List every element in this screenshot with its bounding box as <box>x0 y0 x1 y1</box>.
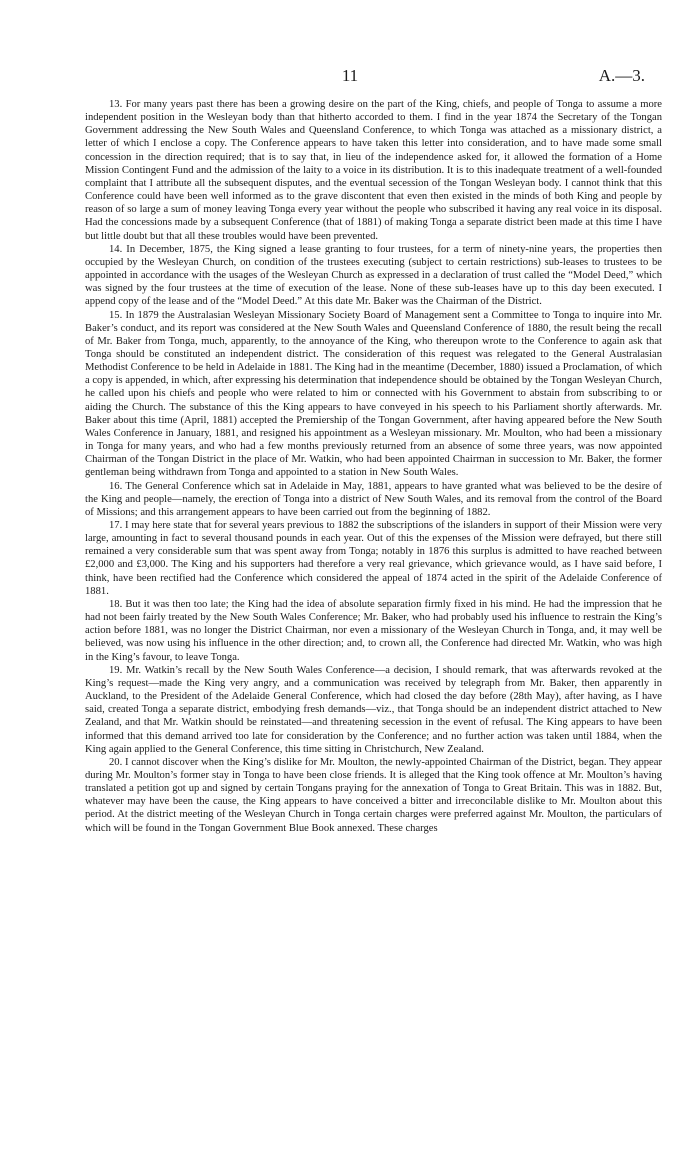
paragraph-16: 16. The General Conference which sat in Adelaide in May, 1881, appears to have granted what was believed to be the desire of the King and people—namely, the erection of Tonga into a district of New South Wales, and its removal from the control of the Board of Missions; and this arrangement appears to have been carried out from the beginning of 1882. <box>85 480 662 518</box>
paragraph-18: 18. But it was then too late; the King had the idea of absolute separation firmly fixed in his mind. He had the impression that he had not been fairly treated by the New South Wales Conference; Mr. Baker, who had probably used his influence to restrain the King’s action before 1881, was no longer the District Chairman, nor even a missionary of the Wesleyan Church in Tonga, and, it may well be believed, was now using his influence in the other direction; and, to crown all, the Conference had directed Mr. Watkin, who was high in the King’s favour, to leave Tonga. <box>85 598 662 663</box>
paragraph-17: 17. I may here state that for several years previous to 1882 the subscriptions of the islanders in support of their Mission were very large, amounting in fact to several thousand pounds in each year. Out of this the expenses of the Mission were defrayed, but there still remained a very considerable sum that was spent away from Tonga; notably in 1876 this surplus is admitted to have reached between £2,000 and £3,000. The King and his supporters had therefore a very real grievance, which grievance would, as I have said before, I think, have been rectified had the Conference which considered the appeal of 1874 acted in the spirit of the Adelaide Conference of 1881. <box>85 520 662 597</box>
paragraph-14: 14. In December, 1875, the King signed a lease granting to four trustees, for a term of ninety-nine years, the properties then occupied by the Wesleyan Church, on condition of the trustees executing (subject to certain restrictions) sub-leases to trustees to be appointed in accordance with the usages of the Wesleyan Church as expressed in a declaration of trust called the “Model Deed,” which was signed by the four trustees at the time of execution of the lease. None of these sub-leases have up to this day been executed. I append copy of the lease and of the “Model Deed.” At this date Mr. Baker was the Chairman of the District. <box>85 243 662 308</box>
page-number: 11 <box>341 66 359 85</box>
paragraph-19: 19. Mr. Watkin’s recall by the New South Wales Conference—a decision, I should remark, that was afterwards revoked at the King’s request—made the King very angry, and a communication was received by telegraph from Mr. Baker, then apparently in Auckland, to the President of the Adelaide General Conference, which had closed the day before (28th May), after having, as I have said, created Tonga a separate district, embodying fresh demands—viz., that Tonga should be an independent district attached to New Zealand, and that Mr. Watkin should be reinstated—and threatening secession in the event of refusal. The King appears to have been informed that this demand arrived too late for consideration by the Conference; and no further action was taken until 1884, when the King again applied to the General Conference, this time sitting in Christchurch, New Zealand. <box>85 664 662 755</box>
paragraph-15: 15. In 1879 the Australasian Wesleyan Missionary Society Board of Management sent a Committee to Tonga to inquire into Mr. Baker’s conduct, and its report was considered at the New South Wales and Queensland Conference of 1880, the result being the recall of Mr. Baker from Tonga, much, apparently, to the annoyance of the King, who thereupon wrote to the Conference to again ask that Tonga should be constituted an independent district. The consideration of this request was relegated to the General Australasian Methodist Conference to be held in Adelaide in 1881. The King had in the meantime (December, 1880) issued a Proclamation, of which a copy is appended, in which, after expressing his determination that independence should be obtained by the Tongan Wesleyan Church, he called upon his chiefs and people who were related to him or connected with his Government to abstain from subscribing to or aiding the Church. The substance of this the King appears to have conveyed in his speech to his Parliament shortly afterwards. Mr. Baker about this time (April, 1881) accepted the Premiership of the Tongan Government, after having appeared before the New South Wales Conference in January, 1881, and resigned his appointment as a Wesleyan missionary. Mr. Moulton, who had been a missionary in Tonga for many years, and who had a few months previously returned from an absence of some three years, was now appointed Chairman of the Tongan District in the place of Mr. Watkin, who had been appointed Chairman in succession to Mr. Baker, the former gentleman being withdrawn from Tonga and appointed to a station in New South Wales. <box>85 309 662 479</box>
body-text <box>85 98 662 835</box>
document-reference: A.—3. <box>598 66 645 85</box>
paragraph-20: 20. I cannot discover when the King’s dislike for Mr. Moulton, the newly-appointed Chairman of the District, began. They appear during Mr. Moulton’s former stay in Tonga to have been close friends. It is alleged that the King took offence at Mr. Moulton’s having translated a petition got up and signed by certain Tongans praying for the annexation of Tonga to Great Britain. This was in 1882. But, whatever may have been the cause, the King appears to have conceived a bitter and irreconcilable dislike to Mr. Moulton about this period. At the district meeting of the Wesleyan Church in Tonga certain charges were preferred against Mr. Moulton, the particulars of which will be found in the Tongan Government Blue Book annexed. These charges <box>85 756 662 834</box>
paragraph-13: 13. For many years past there has been a growing desire on the part of the King, chiefs, and people of Tonga to assume a more independent position in the Wesleyan body than that hitherto accorded to them. I find in the year 1874 the Secretary of the Tongan Government addressing the New South Wales and Queensland Conference, to which Tonga was attached as a missionary district, a letter of which I enclose a copy. The Conference appears to have taken this letter into consideration, and to have made some small concession in the direction required; that is to say that, in lieu of the independence asked for, it allowed the formation of a Home Mission Contingent Fund and the admission of the laity to a voice in its distribution. It is to this inadequate treatment of a well-founded complaint that I attribute all the subsequent disputes, and the eventual secession of the Tongan Wesleyan body. I cannot think that this Conference could have been well informed as to the grave discontent that even then existed in the minds of both King and people by reason of so large a sum of money leaving Tonga every year without the people who subscribed it having any real voice in its disposal. Had the concessions made by a subsequent Conference (that of 1881) of making Tonga a separate district been made at this time I have but little doubt but that all these troubles would have been prevented. <box>85 99 662 242</box>
